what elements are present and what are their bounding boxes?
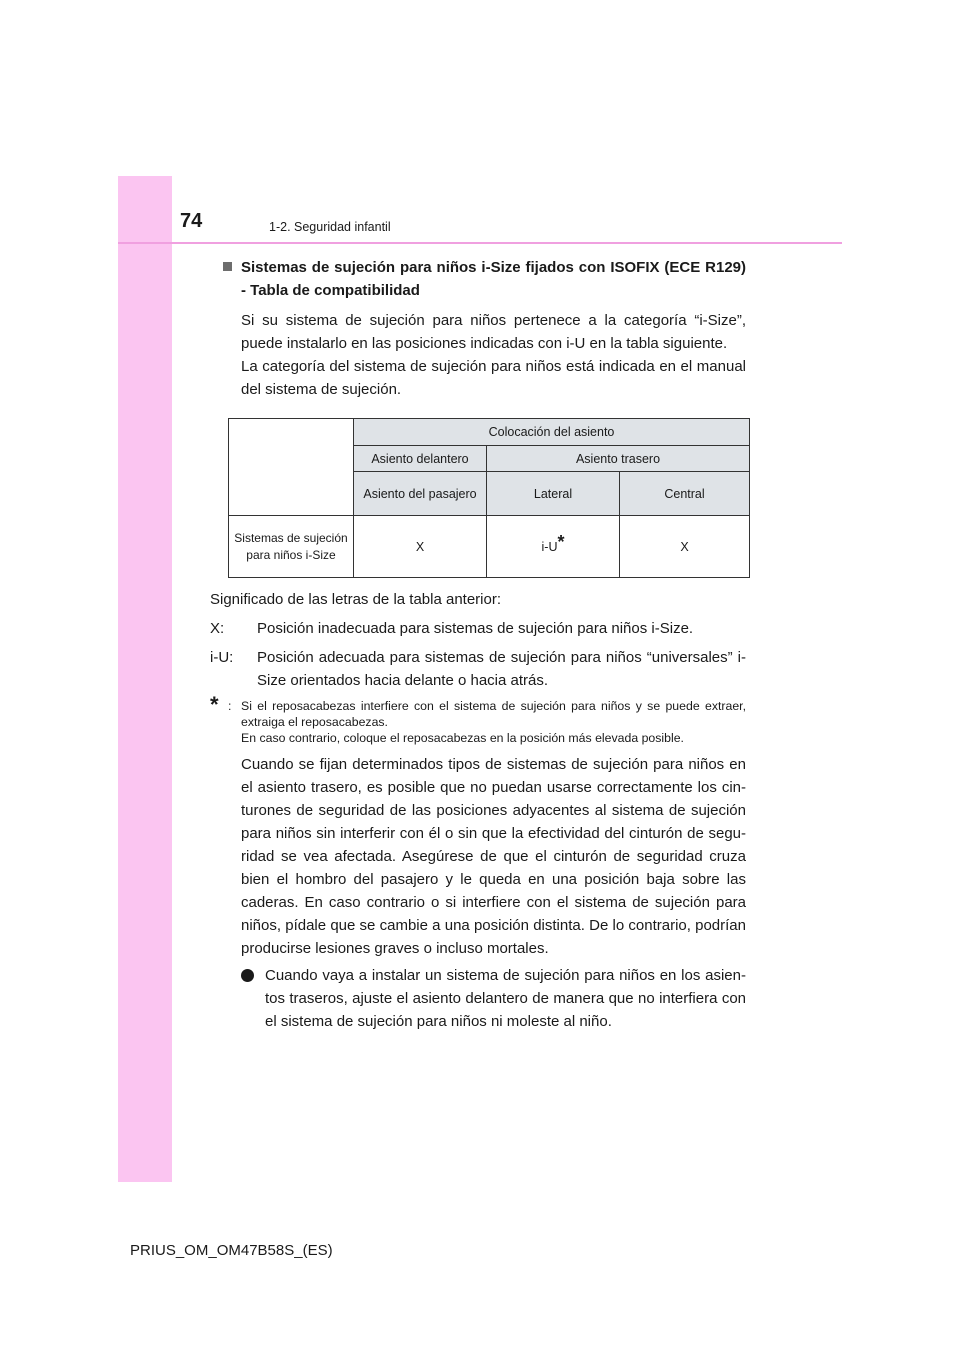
round-bullet-icon bbox=[241, 969, 254, 982]
intro-paragraph-2: La categoría del sistema de sujeción para niños está indicada en el manual del sistema de sujeción. bbox=[241, 358, 746, 398]
header-rule bbox=[118, 242, 842, 244]
footnote-line-1: Si el reposacabezas interfiere con el sistema de sujeción para niños y se puede extraer, extraiga el reposacabezas. bbox=[241, 699, 746, 729]
legend-item bbox=[210, 646, 746, 692]
subheading bbox=[210, 256, 746, 302]
footer-code: PRIUS_OM_OM47B58S_(ES) bbox=[130, 1242, 333, 1259]
intro-paragraph-1: Si su sistema de sujeción para niños pertenece a la categoría “i-Size”, puede instalarlo en las posiciones indicadas con i-U en la tabla siguiente. bbox=[241, 312, 746, 352]
row-label-isize: Sistemas de sujeción para niños i-Size bbox=[229, 516, 354, 578]
legend-key-x: X: bbox=[210, 620, 225, 637]
header-passenger-seat: Asiento del pasajero bbox=[354, 472, 487, 516]
bullet-item bbox=[210, 964, 746, 1033]
page-number: 74 bbox=[180, 210, 203, 232]
bullet-text: Cuando vaya a instalar un sistema de sujeción para niños en los asien- tos traseros, ajuste el asiento delantero de manera que no interfiera con el sistema de sujeción para niños ni moleste al niño. bbox=[265, 967, 746, 1030]
cell-lateral-value: i-U bbox=[541, 539, 558, 554]
legend-key-iu: i-U: bbox=[210, 649, 234, 666]
footnote-line-2: En caso contrario, coloque el reposacabezas en la posición más elevada posible. bbox=[241, 731, 684, 745]
footnote-asterisk: * bbox=[210, 692, 219, 717]
asterisk-mark: * bbox=[557, 531, 565, 552]
cell-lateral bbox=[487, 516, 620, 578]
body-block bbox=[210, 753, 746, 960]
side-color-band bbox=[118, 176, 172, 1182]
intro-block bbox=[210, 309, 746, 401]
legend-text-iu: Posición adecuada para sistemas de sujeción para niños “universales” i-Size orientados hacia delante o hacia atrás. bbox=[257, 649, 746, 689]
legend-text-x: Posición inadecuada para sistemas de sujeción para niños i-Size. bbox=[257, 620, 694, 637]
footnote bbox=[210, 692, 746, 746]
cell-central: X bbox=[620, 516, 750, 578]
page-header bbox=[118, 176, 842, 244]
legend-intro: Significado de las letras de la tabla anterior: bbox=[210, 591, 502, 608]
body-paragraph: Cuando se fijan determinados tipos de sistemas de sujeción para niños en el asiento trasero, es posible que no puedan usarse correctamente los cin- turones de seguridad de las posiciones adyacentes al sistema de sujeción para niños sin interferir con él o sin que la efectividad del cinturón de segu- ridad se vea afectada. Asegúrese de que el cinturón de seguridad cruza bien el hombro del pasajero y le queda en una posición baja sobre las caderas. En caso contrario o si interfiere con el sistema de sujeción para niños, pídale que se cambie a una posición distinta. De lo contrario, podrían producirse lesiones graves o incluso mortales. bbox=[241, 756, 746, 957]
header-seat-position: Colocación del asiento bbox=[354, 419, 750, 446]
table-corner-cell bbox=[229, 419, 354, 516]
header-front-seat: Asiento delantero bbox=[354, 446, 487, 472]
subheading-text: Sistemas de sujeción para niños i-Size fijados con ISOFIX (ECE R129) - Tabla de compatibilidad bbox=[241, 259, 746, 299]
header-lateral: Lateral bbox=[487, 472, 620, 516]
page-content bbox=[210, 256, 746, 1033]
legend-item bbox=[210, 617, 746, 640]
compatibility-table bbox=[228, 418, 750, 578]
cell-passenger: X bbox=[354, 516, 487, 578]
header-rear-seat: Asiento trasero bbox=[487, 446, 750, 472]
section-title: 1-2. Seguridad infantil bbox=[269, 220, 391, 234]
footnote-colon: : bbox=[228, 699, 232, 713]
header-central: Central bbox=[620, 472, 750, 516]
square-bullet-icon bbox=[223, 262, 232, 271]
